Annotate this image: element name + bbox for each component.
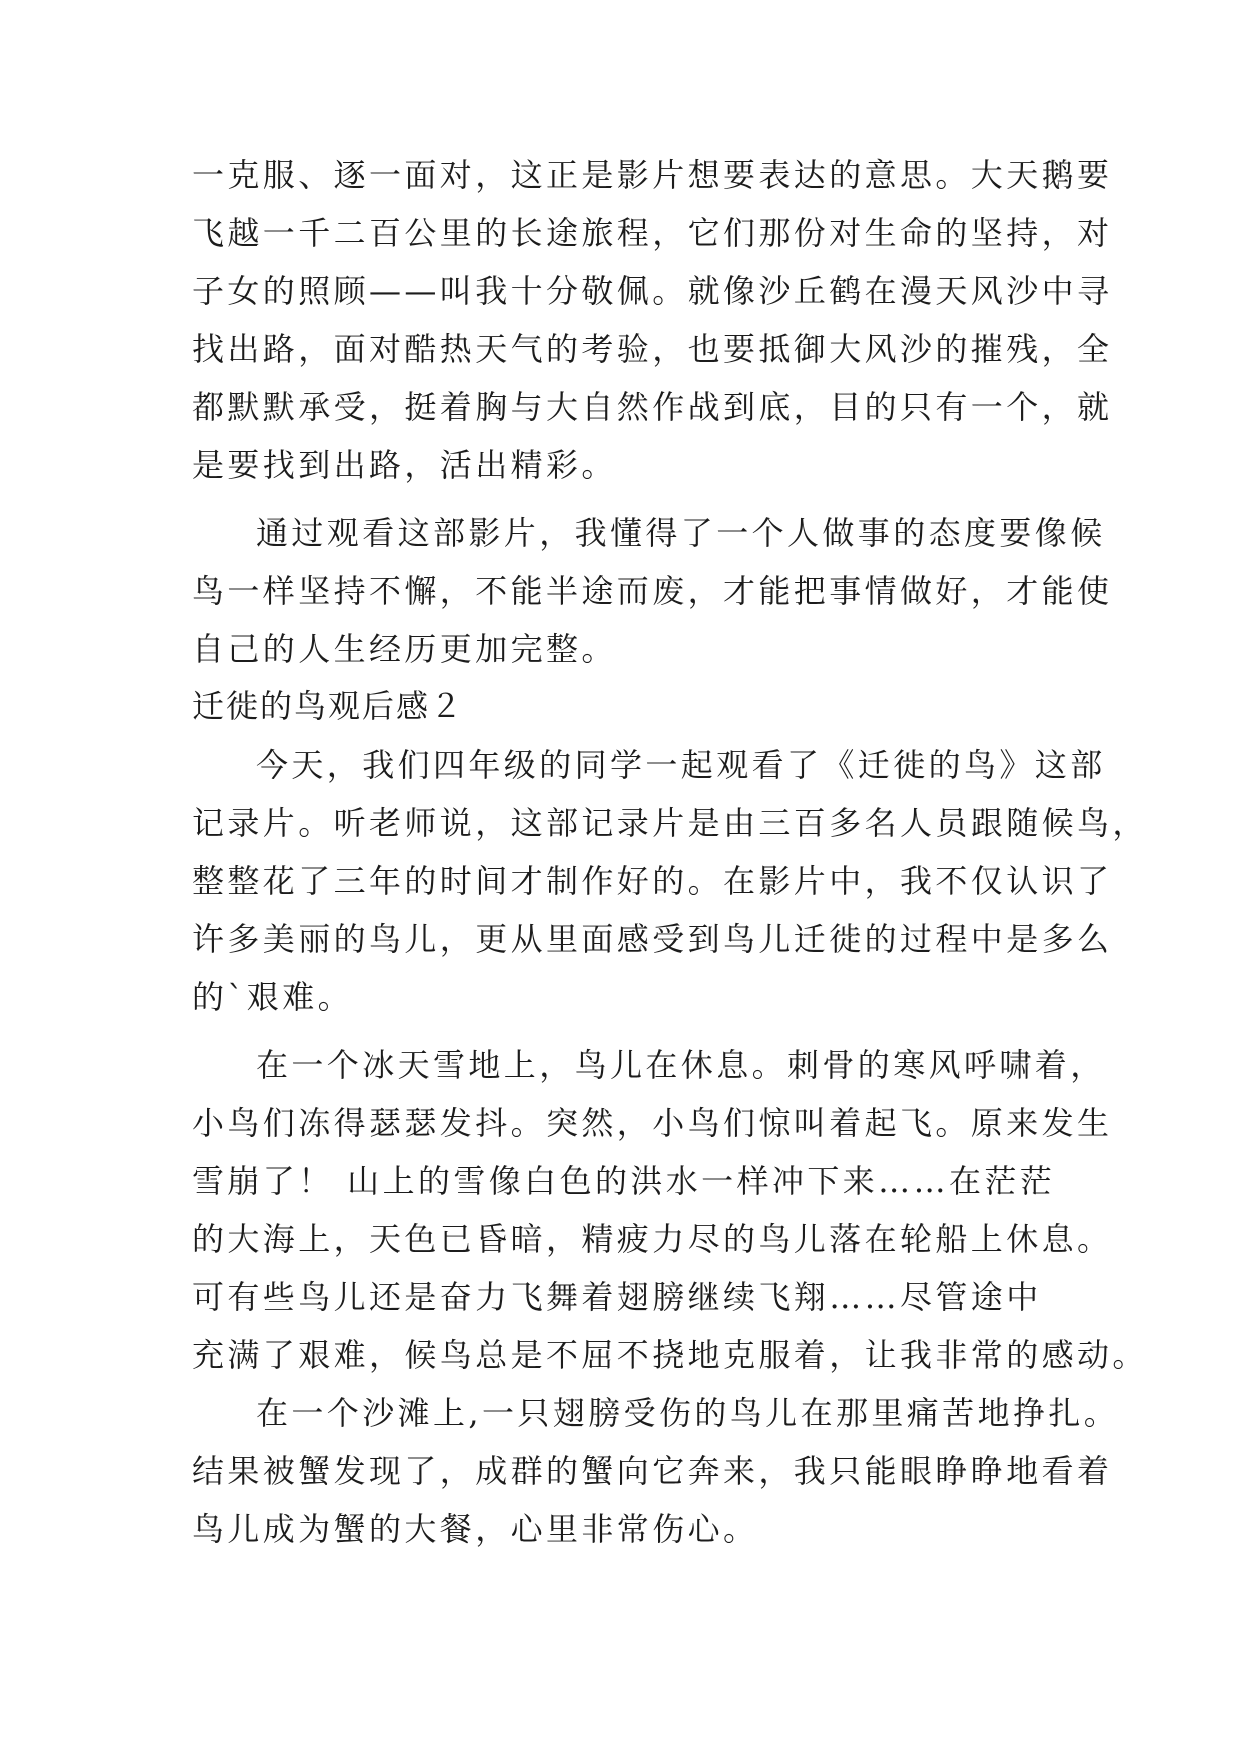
paragraph-line: 都默默承受，挺着胸与大自然作战到底，目的只有一个，就 [192, 388, 1113, 426]
paragraph-line: 充满了艰难，候鸟总是不屈不挠地克服着，让我非常的感动。 [192, 1336, 1148, 1374]
paragraph-line: 是要找到出路，活出精彩。 [192, 446, 617, 484]
paragraph-line: 可有些鸟儿还是奋力飞舞着翅膀继续飞翔……尽管途中 [192, 1278, 1042, 1316]
paragraph-line: 找出路，面对酷热天气的考验，也要抵御大风沙的摧残，全 [192, 330, 1113, 368]
paragraph-line: 在一个沙滩上,一只翅膀受伤的鸟儿在那里痛苦地挣扎。 [256, 1394, 1120, 1432]
paragraph-line: 小鸟们冻得瑟瑟发抖。突然，小鸟们惊叫着起飞。原来发生 [192, 1104, 1113, 1142]
paragraph-line: 结果被蟹发现了，成群的蟹向它奔来，我只能眼睁睁地看着 [192, 1452, 1113, 1490]
paragraph-line: 自己的人生经历更加完整。 [192, 630, 617, 668]
paragraph-line: 飞越一千二百公里的长途旅程，它们那份对生命的坚持，对 [192, 214, 1113, 252]
paragraph-line: 鸟儿成为蟹的大餐，心里非常伤心。 [192, 1510, 759, 1548]
paragraph-line: 整整花了三年的时间才制作好的。在影片中，我不仅认识了 [192, 862, 1113, 900]
paragraph-line: 今天，我们四年级的同学一起观看了《迁徙的鸟》这部 [256, 746, 1106, 784]
paragraph-line: 子女的照顾——叫我十分敬佩。就像沙丘鹤在漫天风沙中寻 [192, 272, 1113, 310]
paragraph-line: 鸟一样坚持不懈，不能半途而废，才能把事情做好，才能使 [192, 572, 1113, 610]
paragraph-line: 的大海上，天色已昏暗，精疲力尽的鸟儿落在轮船上休息。 [192, 1220, 1113, 1258]
paragraph-line: 雪崩了！ 山上的雪像白色的洪水一样冲下来……在茫茫 [192, 1162, 1056, 1200]
paragraph-line: 在一个冰天雪地上，鸟儿在休息。刺骨的寒风呼啸着， [256, 1046, 1106, 1084]
paragraph-line: 一克服、逐一面对，这正是影片想要表达的意思。大天鹅要 [192, 156, 1113, 194]
paragraph-line: 的`艰难。 [192, 978, 354, 1016]
paragraph-line: 通过观看这部影片，我懂得了一个人做事的态度要像候 [256, 514, 1106, 552]
paragraph-line: 许多美丽的鸟儿，更从里面感受到鸟儿迁徙的过程中是多么 [192, 920, 1113, 958]
section-heading: 迁徙的鸟观后感２ [192, 687, 465, 725]
paragraph-line: 记录片。听老师说，这部记录片是由三百多名人员跟随候鸟， [192, 804, 1148, 842]
